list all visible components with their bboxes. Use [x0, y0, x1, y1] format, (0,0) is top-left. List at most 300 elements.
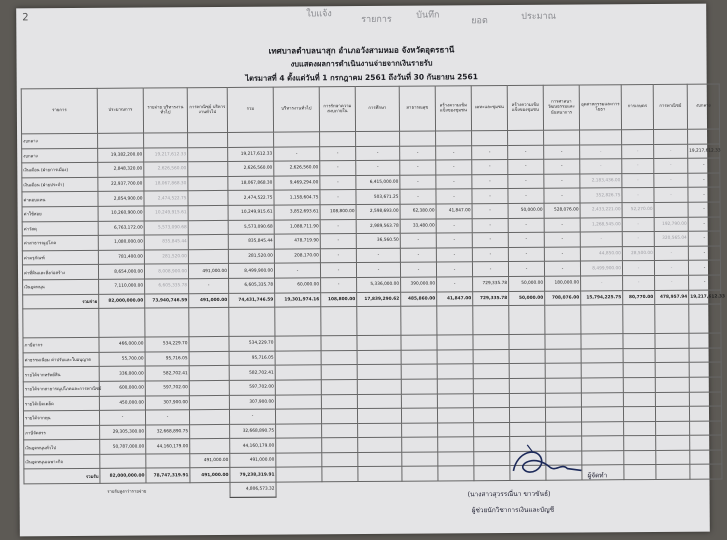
table-cell: 2,183,436.00 — [580, 173, 622, 188]
table-cell: 8,499,900.00 — [228, 263, 274, 278]
table-cell — [228, 132, 274, 147]
table-cell: 10,260,900.00 — [98, 206, 144, 221]
table-cell: - — [544, 145, 580, 160]
table-cell — [190, 439, 230, 454]
table-cell: - — [436, 218, 472, 233]
table-cell — [275, 365, 321, 380]
table-cell — [437, 306, 473, 335]
table-cell: - — [400, 248, 436, 263]
table-cell — [401, 408, 437, 423]
table-cell: 2,626,560.00 — [274, 161, 320, 176]
table-cell — [401, 364, 437, 379]
column-header: การพาณิชย์ — [653, 84, 687, 129]
table-cell — [358, 467, 402, 482]
table-cell — [189, 410, 229, 425]
table-cell: 74,431,746.59 — [229, 293, 275, 308]
table-cell — [509, 349, 545, 364]
table-cell: - — [274, 263, 320, 278]
table-cell: - — [623, 275, 655, 290]
table-cell — [357, 335, 401, 350]
table-cell: 22,937,700.00 — [98, 177, 144, 192]
table-cell: - — [436, 189, 472, 204]
column-header: การศึกษา — [355, 86, 399, 131]
table-cell — [188, 220, 228, 235]
table-cell — [229, 307, 275, 336]
table-cell — [402, 466, 438, 481]
table-cell: 491,000.00 — [189, 293, 229, 308]
table-cell — [400, 131, 436, 146]
table-cell: - — [622, 232, 654, 247]
row-label: ค่าธรรมเนียม ค่าปรับและใบอนุญาต — [23, 352, 99, 367]
table-cell: 8,008,900.00 — [144, 264, 188, 279]
table-cell: 60,000.00 — [275, 278, 321, 293]
row-label: รายได้จากทุน — [23, 410, 99, 425]
table-cell: 5,336,000.00 — [357, 277, 401, 292]
table-cell: 835,845.44 — [228, 234, 274, 249]
table-cell — [654, 129, 688, 144]
table-cell: - — [508, 262, 544, 277]
column-header: ประมาณการ — [97, 88, 143, 133]
table-cell — [99, 308, 145, 337]
table-cell: 29,305,300.00 — [100, 425, 146, 440]
table-cell — [189, 351, 229, 366]
table-cell — [623, 377, 655, 392]
table-cell — [357, 365, 401, 380]
column-header: รายจ่าย บริหารงานทั่วไป — [143, 88, 187, 133]
table-cell — [189, 380, 229, 395]
table-cell: - — [544, 218, 580, 233]
table-cell: 8,499,900.00 — [580, 261, 622, 276]
table-cell: - — [580, 232, 622, 247]
org-title: เทศบาลตำบลนาสุก อำเภอวังสามหมอ จังหวัดอุดรธานี — [268, 45, 455, 56]
table-cell: 8,654,000.00 — [98, 264, 144, 279]
table-cell — [322, 438, 358, 453]
table-cell: 80,770.00 — [623, 290, 655, 305]
document-sheet — [16, 4, 726, 537]
table-cell: 50,000.00 — [509, 276, 545, 291]
table-cell: - — [688, 158, 720, 173]
table-cell — [509, 305, 545, 334]
table-cell: 1,158,604.75 — [274, 190, 320, 205]
table-cell: 2,626,560.00 — [228, 161, 274, 176]
table-cell: - — [544, 159, 580, 174]
table-cell: - — [688, 231, 720, 246]
table-cell — [655, 304, 689, 333]
table-cell — [144, 133, 188, 148]
table-cell: - — [320, 190, 356, 205]
table-cell — [274, 132, 320, 147]
row-label: ค่าวัสดุ — [22, 221, 98, 236]
bleed-through-2: รายการ — [361, 14, 392, 26]
table-cell: - — [654, 246, 688, 261]
table-cell — [322, 423, 358, 438]
table-cell — [509, 407, 545, 422]
table-cell: - — [472, 262, 508, 277]
table-cell: - — [508, 218, 544, 233]
bleed-through-handwriting — [16, 4, 706, 39]
row-label: งบกลาง — [22, 148, 98, 163]
table-cell: 281,520.00 — [144, 249, 188, 264]
row-label: ภาษีจัดสรร — [24, 425, 100, 440]
table-cell: 95,716.05 — [145, 351, 189, 366]
table-cell: 491,000.00 — [190, 468, 230, 483]
table-cell: 62,380.00 — [400, 204, 436, 219]
table-cell — [656, 421, 690, 436]
table-cell: - — [229, 409, 275, 424]
table-cell: 491,000.00 — [188, 264, 228, 279]
table-cell: 478,957.94 — [655, 290, 689, 305]
table-cell: - — [688, 173, 720, 188]
table-cell: - — [622, 144, 654, 159]
table-cell: - — [580, 159, 622, 174]
table-cell: - — [654, 144, 688, 159]
table-cell: 491,000.00 — [190, 453, 230, 468]
row-label — [23, 308, 99, 338]
table-cell: 708,076.00 — [545, 291, 581, 306]
table-cell: 19,217,612.33 — [688, 144, 720, 159]
table-cell — [275, 307, 321, 336]
table-cell: 28,500.00 — [622, 246, 654, 261]
row-label: รายได้จากทรัพย์สิน — [23, 367, 99, 382]
table-cell — [508, 130, 544, 145]
table-cell: - — [436, 160, 472, 175]
table-cell: - — [508, 247, 544, 262]
table-cell — [690, 421, 722, 436]
table-cell — [321, 365, 357, 380]
table-cell: - — [472, 174, 508, 189]
table-cell — [402, 423, 438, 438]
table-cell — [655, 392, 689, 407]
table-cell — [689, 377, 721, 392]
table-cell: - — [654, 173, 688, 188]
table-cell: 78,747,319.91 — [146, 468, 190, 483]
column-header: การพาณิชย์ บริหารงานทั่วไป — [187, 87, 227, 132]
table-cell: - — [508, 174, 544, 189]
table-cell: - — [320, 146, 356, 161]
table-cell — [690, 435, 722, 450]
table-cell: 729,335.78 — [473, 276, 509, 291]
table-cell: - — [320, 175, 356, 190]
table-cell: - — [654, 188, 688, 203]
table-cell: 15,794,225.75 — [581, 290, 623, 305]
table-cell — [438, 422, 474, 437]
table-cell: 50,000.00 — [508, 203, 544, 218]
column-header: รายการ — [21, 88, 97, 134]
table-cell: 835,845.44 — [144, 235, 188, 250]
table-cell: - — [689, 275, 721, 290]
table-cell: 32,668,890.75 — [230, 424, 276, 439]
corner-mark: 2 — [22, 12, 29, 24]
table-cell — [437, 335, 473, 350]
table-cell — [544, 130, 580, 145]
table-cell — [402, 437, 438, 452]
column-header: สร้างความเข้มแข็งของชุมชน — [435, 86, 471, 131]
table-cell — [276, 467, 322, 482]
signer-position: ผู้ช่วยนักวิชาการเงินและบัญชี — [471, 505, 555, 515]
table-cell — [189, 366, 229, 381]
table-cell — [321, 350, 357, 365]
table-cell — [509, 364, 545, 379]
table-cell — [189, 308, 229, 337]
table-cell: - — [688, 187, 720, 202]
table-cell — [581, 378, 623, 393]
table-cell — [100, 454, 146, 469]
table-cell — [437, 364, 473, 379]
table-cell: 2,848,320.00 — [98, 162, 144, 177]
surplus-value: 4,806,573.32 — [230, 482, 276, 497]
table-cell: 6,605,335.78 — [145, 279, 189, 294]
table-cell — [275, 394, 321, 409]
table-cell — [437, 393, 473, 408]
table-cell — [321, 379, 357, 394]
table-cell — [509, 393, 545, 408]
table-cell — [275, 380, 321, 395]
table-cell — [473, 393, 509, 408]
table-cell: - — [688, 260, 720, 275]
table-cell: - — [356, 160, 400, 175]
column-header: เคหะและชุมชน — [471, 85, 507, 130]
table-cell: - — [436, 145, 472, 160]
table-cell — [357, 306, 401, 335]
table-cell: - — [472, 247, 508, 262]
table-cell: 336,000.00 — [99, 366, 145, 381]
table-cell: - — [320, 161, 356, 176]
table-cell — [473, 364, 509, 379]
table-cell — [275, 351, 321, 366]
table-cell: - — [688, 246, 720, 261]
table-cell: 33,480.00 — [400, 219, 436, 234]
table-cell: - — [581, 276, 623, 291]
table-cell: 10,249,915.61 — [228, 205, 274, 220]
table-cell — [545, 349, 581, 364]
table-cell: 7,110,000.00 — [99, 279, 145, 294]
table-cell: 6,415,000.00 — [356, 175, 400, 190]
table-cell — [275, 409, 321, 424]
table-cell: 44,160,179.00 — [146, 439, 190, 454]
table-cell — [545, 378, 581, 393]
table-cell — [623, 407, 655, 422]
table-cell: - — [436, 262, 472, 277]
table-cell — [581, 305, 623, 334]
table-cell: - — [437, 277, 473, 292]
table-cell: 600,000.00 — [99, 381, 145, 396]
table-cell: - — [508, 189, 544, 204]
table-cell: - — [544, 232, 580, 247]
bleed-through-4: ยอด — [471, 16, 488, 27]
table-cell — [545, 305, 581, 334]
table-cell — [655, 348, 689, 363]
table-cell: 466,000.00 — [99, 337, 145, 352]
column-header: การเกษตร — [621, 84, 653, 129]
table-cell: 52,270.00 — [622, 202, 654, 217]
table-cell: - — [544, 174, 580, 189]
table-cell — [655, 363, 689, 378]
table-cell: - — [400, 189, 436, 204]
table-cell: 1,268,545.00 — [580, 217, 622, 232]
table-cell — [145, 308, 189, 337]
table-cell: 208,170.00 — [274, 249, 320, 264]
table-cell — [356, 131, 400, 146]
table-cell: 73,940,746.59 — [145, 293, 189, 308]
table-cell: 95,716.05 — [229, 351, 275, 366]
table-cell: 485,860.00 — [401, 292, 437, 307]
table-cell: 50,000.00 — [509, 291, 545, 306]
table-cell — [357, 408, 401, 423]
table-cell: - — [356, 263, 400, 278]
table-cell — [320, 132, 356, 147]
table-cell — [473, 349, 509, 364]
table-cell — [436, 131, 472, 146]
column-header: อุตสาหกรรมและการโยธา — [579, 85, 621, 130]
table-cell: - — [654, 261, 688, 276]
table-cell: - — [274, 146, 320, 161]
table-cell: 6,605,335.78 — [229, 278, 275, 293]
report-title: งบแสดงผลการดำเนินงานจ่ายจากเงินรายรับ — [290, 58, 433, 69]
column-header: การรักษาความสงบภายใน — [319, 87, 355, 132]
handwritten-signature-icon — [507, 440, 587, 483]
table-cell: 18,067,868.30 — [228, 176, 274, 191]
column-header: สาธารณสุข — [399, 86, 435, 131]
row-label: ภาษีอากร — [23, 337, 99, 352]
table-cell: 281,520.00 — [228, 249, 274, 264]
table-cell: 534,229.70 — [145, 337, 189, 352]
table-cell: 729,335.78 — [473, 291, 509, 306]
table-cell: 5,573,090.68 — [228, 220, 274, 235]
table-cell — [188, 176, 228, 191]
table-cell: 2,989,563.78 — [356, 219, 400, 234]
table-cell: - — [472, 203, 508, 218]
table-cell — [624, 421, 656, 436]
table-cell — [357, 379, 401, 394]
table-cell — [188, 162, 228, 177]
table-cell: 108,800.00 — [320, 205, 356, 220]
table-cell — [321, 336, 357, 351]
table-cell: - — [472, 160, 508, 175]
table-cell: 1,080,000.00 — [98, 235, 144, 250]
table-cell — [146, 454, 190, 469]
table-cell: 597,702.00 — [229, 380, 275, 395]
table-cell: 82,000,000.00 — [100, 468, 146, 483]
table-cell: 307,900.00 — [145, 395, 189, 410]
table-cell: 44,850.00 — [580, 246, 622, 261]
table-cell — [582, 421, 624, 436]
table-cell — [276, 438, 322, 453]
table-cell — [509, 334, 545, 349]
table-cell: 41,847.00 — [436, 204, 472, 219]
table-cell — [545, 363, 581, 378]
table-cell: 180,000.00 — [545, 276, 581, 291]
table-cell — [581, 334, 623, 349]
row-label: เงินอุดหนุน — [23, 279, 99, 294]
table-cell — [474, 422, 510, 437]
table-cell: - — [654, 158, 688, 173]
table-cell — [321, 394, 357, 409]
table-cell — [188, 147, 228, 162]
table-cell: 3,852,693.61 — [274, 205, 320, 220]
column-header: สร้างความเข้มแข็งของชุมชน — [507, 85, 543, 130]
table-cell: - — [320, 248, 356, 263]
table-cell — [655, 377, 689, 392]
table-cell: - — [321, 277, 357, 292]
table-cell: - — [622, 188, 654, 203]
table-cell — [357, 350, 401, 365]
table-cell: 55,700.00 — [99, 352, 145, 367]
signer-name: (นางสาวสุวรรณี่นา ขาวขันธ์) — [467, 489, 551, 499]
table-cell: 582,702.41 — [229, 365, 275, 380]
table-cell: 2,474,522.75 — [144, 191, 188, 206]
row-label: รายได้เบ็ดเตล็ด — [23, 396, 99, 411]
table-cell — [623, 305, 655, 334]
table-cell — [622, 129, 654, 144]
table-cell: - — [320, 263, 356, 278]
table-cell — [401, 335, 437, 350]
table-cell — [401, 379, 437, 394]
table-cell: 1,088,711.90 — [274, 219, 320, 234]
table-cell: 2,474,522.75 — [228, 190, 274, 205]
table-cell: - — [508, 232, 544, 247]
table-cell — [510, 422, 546, 437]
bleed-through-3: บันทึก — [416, 10, 440, 21]
table-cell — [98, 133, 144, 148]
table-cell: 108,800.00 — [321, 292, 357, 307]
table-cell — [401, 306, 437, 335]
table-cell — [689, 304, 721, 333]
table-cell — [189, 337, 229, 352]
table-cell — [401, 393, 437, 408]
table-cell: 352,826.75 — [580, 188, 622, 203]
table-cell: 41,847.00 — [437, 291, 473, 306]
table-cell: 503,671.25 — [356, 190, 400, 205]
table-cell: - — [472, 145, 508, 160]
table-cell — [546, 422, 582, 437]
table-cell: - — [655, 275, 689, 290]
table-cell: 79,238,319.91 — [230, 468, 276, 483]
table-cell: 44,160,179.00 — [230, 438, 276, 453]
table-cell: 82,000,000.00 — [99, 294, 145, 309]
table-cell: - — [508, 159, 544, 174]
table-cell: - — [622, 217, 654, 232]
signer-role: ผู้จัดทำ — [587, 471, 608, 480]
table-cell — [509, 378, 545, 393]
table-cell: - — [400, 146, 436, 161]
table-cell — [402, 452, 438, 467]
table-cell — [654, 202, 688, 217]
table-cell — [276, 423, 322, 438]
row-label: เงินเดือน (ฝ่ายประจำ) — [22, 177, 98, 192]
table-cell: - — [544, 188, 580, 203]
table-cell — [357, 394, 401, 409]
row-label: ค่าครุภัณฑ์ — [22, 250, 98, 265]
table-cell: - — [622, 173, 654, 188]
table-cell — [623, 334, 655, 349]
table-cell: 2,598,693.00 — [356, 204, 400, 219]
table-cell: 5,573,090.68 — [144, 220, 188, 235]
table-cell: 6,763,172.00 — [98, 221, 144, 236]
table-cell: 32,668,890.75 — [146, 424, 190, 439]
row-label: รวมจ่าย — [23, 294, 99, 309]
table-cell — [581, 407, 623, 422]
table-cell: 320,565.04 — [654, 231, 688, 246]
table-cell — [545, 334, 581, 349]
table-cell — [545, 392, 581, 407]
table-cell — [688, 129, 720, 144]
table-cell: 534,229.70 — [229, 336, 275, 351]
table-cell — [580, 130, 622, 145]
table-cell: 528,076.00 — [544, 203, 580, 218]
row-label: เงินอุดหนุนทั่วไป — [24, 440, 100, 455]
table-cell — [690, 464, 722, 479]
table-cell — [623, 392, 655, 407]
